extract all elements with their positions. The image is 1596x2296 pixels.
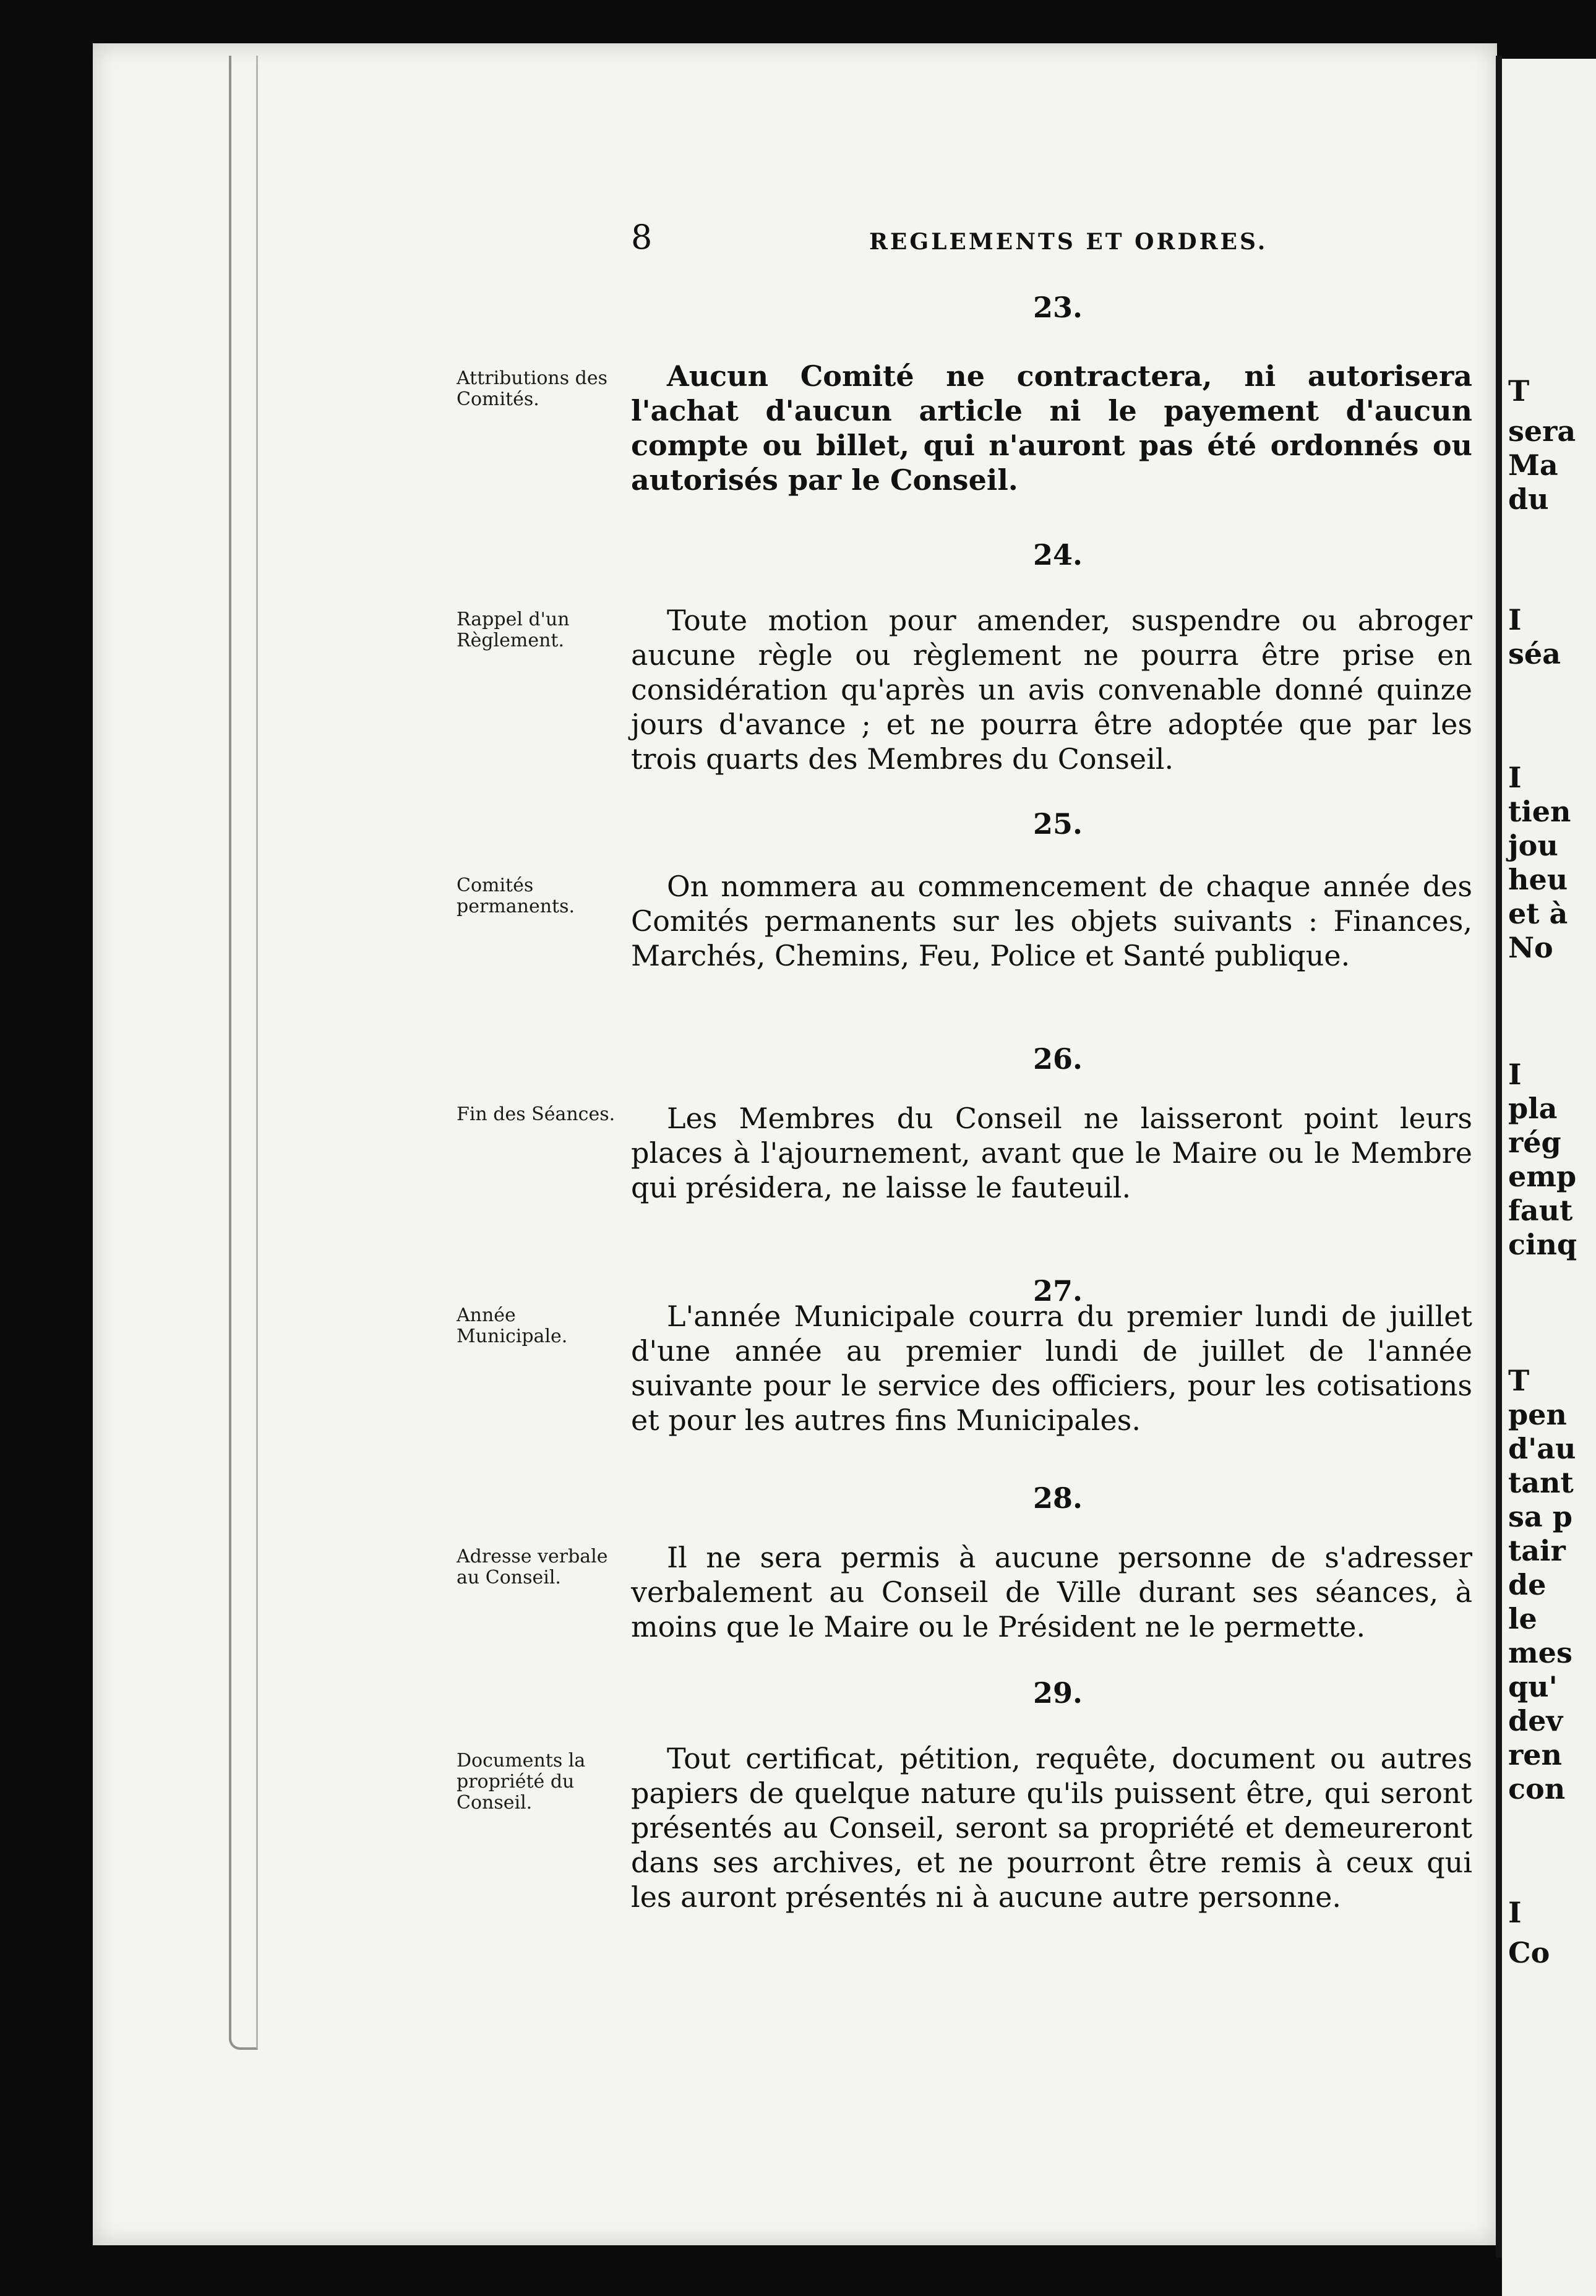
facing-page-text: dev: [1508, 1704, 1563, 1737]
facing-page-text: I: [1508, 1058, 1522, 1091]
facing-page-text: ren: [1508, 1738, 1562, 1771]
article-text: Il ne sera permis à aucune personne de s'adresser verbalement au Conseil de Ville durant ses séances, à moins que le Maire ou le Président ne le permette.: [631, 1541, 1472, 1643]
article-text: Les Membres du Conseil ne laisseront point leurs places à l'ajournement, avant que le Maire ou le Membre qui présidera, ne laisse le fauteuil.: [631, 1102, 1472, 1204]
facing-page-text: du: [1508, 482, 1549, 516]
article-number: 26.: [1032, 1042, 1083, 1076]
page-header: [631, 218, 1485, 261]
facing-page-text: No: [1508, 931, 1553, 964]
facing-page-text: con: [1508, 1772, 1566, 1806]
article-text: On nommera au commencement de chaque année des Comités permanents sur les objets suivants : Finances, Marchés, Chemins, Feu, Police et Santé publique.: [631, 870, 1472, 972]
facing-page-text: T: [1508, 1364, 1530, 1397]
facing-page-text: pla: [1508, 1092, 1558, 1125]
running-head: REGLEMENTS ET ORDRES.: [869, 229, 1268, 255]
margin-note: Adresse verbale au Conseil.: [457, 1546, 608, 1588]
facing-page-text: d'au: [1508, 1432, 1576, 1465]
article-text: Toute motion pour amender, suspendre ou abroger aucune règle ou règlement ne pourra être prise en considération qu'après un avis convenable donné quinze jours d'avance ; et ne pourra être adoptée que par les trois quarts des Membres du Conseil.: [631, 604, 1472, 776]
facing-page-text: tant: [1508, 1466, 1574, 1499]
article-number: 24.: [1032, 538, 1083, 572]
facing-page-text: heu: [1508, 863, 1568, 896]
facing-page-text: le: [1508, 1602, 1537, 1635]
article-text: L'année Municipale courra du premier lundi de juillet d'une année au premier lundi de juillet de l'année suivante pour le service des officiers, pour les cotisations et pour les autres fins Municipales.: [631, 1300, 1472, 1437]
facing-page-text: cinq: [1508, 1228, 1577, 1261]
facing-page-text: sa p: [1508, 1500, 1572, 1533]
page-fold-edge: [229, 56, 258, 2050]
article-number: 28.: [1032, 1481, 1083, 1515]
facing-page-text: T: [1508, 374, 1530, 408]
facing-page-fragment: [1502, 59, 1596, 2296]
facing-page-text: I: [1508, 1896, 1522, 1929]
facing-page-text: et à: [1508, 897, 1568, 930]
article-number: 27.: [1032, 1274, 1083, 1308]
facing-page-text: de: [1508, 1568, 1547, 1601]
facing-page-text: qu': [1508, 1670, 1558, 1703]
margin-note: Attributions des Comités.: [457, 367, 608, 410]
article-number: 23.: [1032, 291, 1083, 324]
article-text: Tout certificat, pétition, requête, document ou autres papiers de quelque nature qu'ils puissent être, qui seront présentés au Conseil, seront sa propriété et demeureront dans ses archives, et ne pourront être remis à ceux qui les auront présentés ni à aucune autre personne.: [631, 1742, 1472, 1914]
facing-page-text: I: [1508, 603, 1522, 636]
facing-page-text: tien: [1508, 795, 1571, 828]
facing-page-text: séa: [1508, 637, 1561, 670]
margin-note: Fin des Séances.: [457, 1103, 616, 1125]
facing-page-text: tair: [1508, 1534, 1566, 1567]
facing-page-text: faut: [1508, 1194, 1573, 1227]
facing-page-text: emp: [1508, 1160, 1577, 1193]
margin-note: Année Municipale.: [457, 1304, 568, 1347]
facing-page-text: sera: [1508, 414, 1576, 448]
article-number: 25.: [1032, 807, 1083, 841]
facing-page-text: jou: [1508, 829, 1558, 862]
margin-note: Comités permanents.: [457, 875, 575, 917]
facing-page-text: rég: [1508, 1126, 1561, 1159]
facing-page-text: pen: [1508, 1398, 1567, 1431]
facing-page-text: Ma: [1508, 448, 1558, 482]
book-gutter: [1496, 56, 1502, 2258]
margin-note: Documents la propriété du Conseil.: [457, 1750, 586, 1814]
facing-page-text: Co: [1508, 1936, 1550, 1969]
facing-page-text: I: [1508, 761, 1522, 794]
article-text: Aucun Comité ne contractera, ni autorisera l'achat d'aucun article ni le payement d'aucun compte ou billet, qui n'auront pas été ordonnés ou autorisés par le Conseil.: [631, 359, 1472, 497]
article-number: 29.: [1032, 1676, 1083, 1710]
facing-page-text: mes: [1508, 1636, 1572, 1669]
margin-note: Rappel d'un Règlement.: [457, 609, 570, 651]
page-number: 8: [631, 218, 653, 257]
